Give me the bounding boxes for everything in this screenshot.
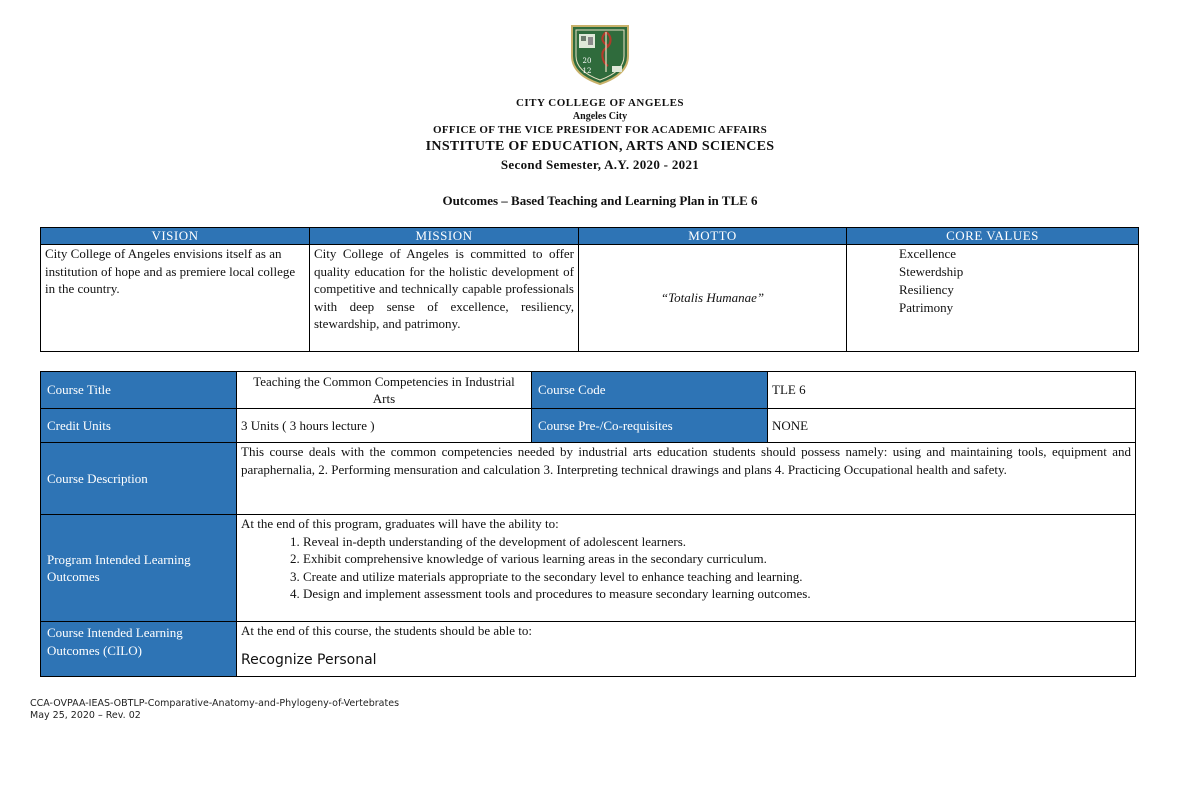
motto-text: “Totalis Humanae”: [579, 245, 847, 352]
pilo-item: 4. Design and implement assessment tools and procedures to measure secondary learning outcomes.: [303, 585, 1131, 603]
pilo-cell: [237, 515, 1136, 622]
course-code-label: Course Code: [532, 372, 768, 409]
crest-year-top: 20: [582, 57, 592, 65]
course-description-label: Course Description: [41, 443, 237, 515]
vision-header: VISION: [41, 228, 310, 245]
course-description-value: This course deals with the common competencies needed by industrial arts education students should possess namely: using and maintaining tools, equipment and paraphernalia, 2. Performing mensuration and calculation 3. Interpreting technical drawings and plans 4. Practicing Occupational health and safety.: [237, 443, 1136, 515]
credit-units-value: 3 Units ( 3 hours lecture ): [237, 409, 532, 443]
crest-year-bottom: 12: [582, 67, 592, 75]
plan-title: Outcomes – Based Teaching and Learning Plan in TLE 6: [442, 193, 758, 208]
credit-units-label: Credit Units: [41, 409, 237, 443]
footer-doc-code: CCA-OVPAA-IEAS-OBTLP-Comparative-Anatomy-and-Phylogeny-of-Vertebrates: [30, 698, 400, 709]
core-values-header: CORE VALUES: [847, 228, 1139, 245]
cilo-intro: At the end of this course, the students should be able to:: [241, 623, 533, 638]
vision-text: City College of Angeles envisions itself as an institution of hope and as premiere local college in the country.: [41, 245, 310, 352]
motto-header: MOTTO: [579, 228, 847, 245]
vision-mission-table: [40, 227, 1139, 352]
cilo-label: Course Intended Learning Outcomes (CILO): [41, 622, 237, 677]
prerequisites-label: Course Pre-/Co-requisites: [532, 409, 768, 443]
pilo-intro: At the end of this program, graduates will have the ability to:: [241, 516, 559, 531]
college-city: Angeles City: [572, 111, 628, 122]
cilo-item: Recognize Personal: [241, 651, 377, 668]
pilo-list: [241, 533, 1131, 603]
core-value-item: Patrimony: [899, 300, 954, 315]
prerequisites-value: NONE: [768, 409, 1136, 443]
core-value-item: Stewerdship: [899, 264, 964, 279]
core-values-list: [847, 245, 1139, 352]
pilo-item: 1. Reveal in-depth understanding of the development of adolescent learners.: [303, 533, 1131, 551]
college-name: CITY COLLEGE OF ANGELES: [515, 97, 685, 109]
footer-date-revision: May 25, 2020 – Rev. 02: [30, 710, 141, 721]
college-crest-logo: [568, 22, 632, 86]
semester: Second Semester, A.Y. 2020 - 2021: [500, 157, 700, 172]
course-title-label: Course Title: [41, 372, 237, 409]
mission-text: City College of Angeles is committed to offer quality education for the holistic development of competitive and technically capable professionals with deep sense of excellence, resiliency, stewardship, and patrimony.: [310, 245, 579, 352]
pilo-item: 2. Exhibit comprehensive knowledge of various learning areas in the secondary curriculum.: [303, 550, 1131, 568]
pilo-label: Program Intended Learning Outcomes: [41, 515, 237, 622]
office-name: OFFICE OF THE VICE PRESIDENT FOR ACADEMIC AFFAIRS: [432, 124, 768, 136]
institute-name: INSTITUTE OF EDUCATION, ARTS AND SCIENCES: [425, 139, 775, 154]
core-value-item: Excellence: [899, 246, 957, 261]
course-title-value: Teaching the Common Competencies in Industrial Arts: [237, 372, 532, 409]
mission-header: MISSION: [310, 228, 579, 245]
pilo-item: 3. Create and utilize materials appropriate to the secondary level to enhance teaching and learning.: [303, 568, 1131, 586]
course-code-value: TLE 6: [768, 372, 1136, 409]
cilo-cell: [237, 622, 1136, 677]
core-value-item: Resiliency: [899, 282, 954, 297]
course-info-table: [40, 371, 1136, 677]
